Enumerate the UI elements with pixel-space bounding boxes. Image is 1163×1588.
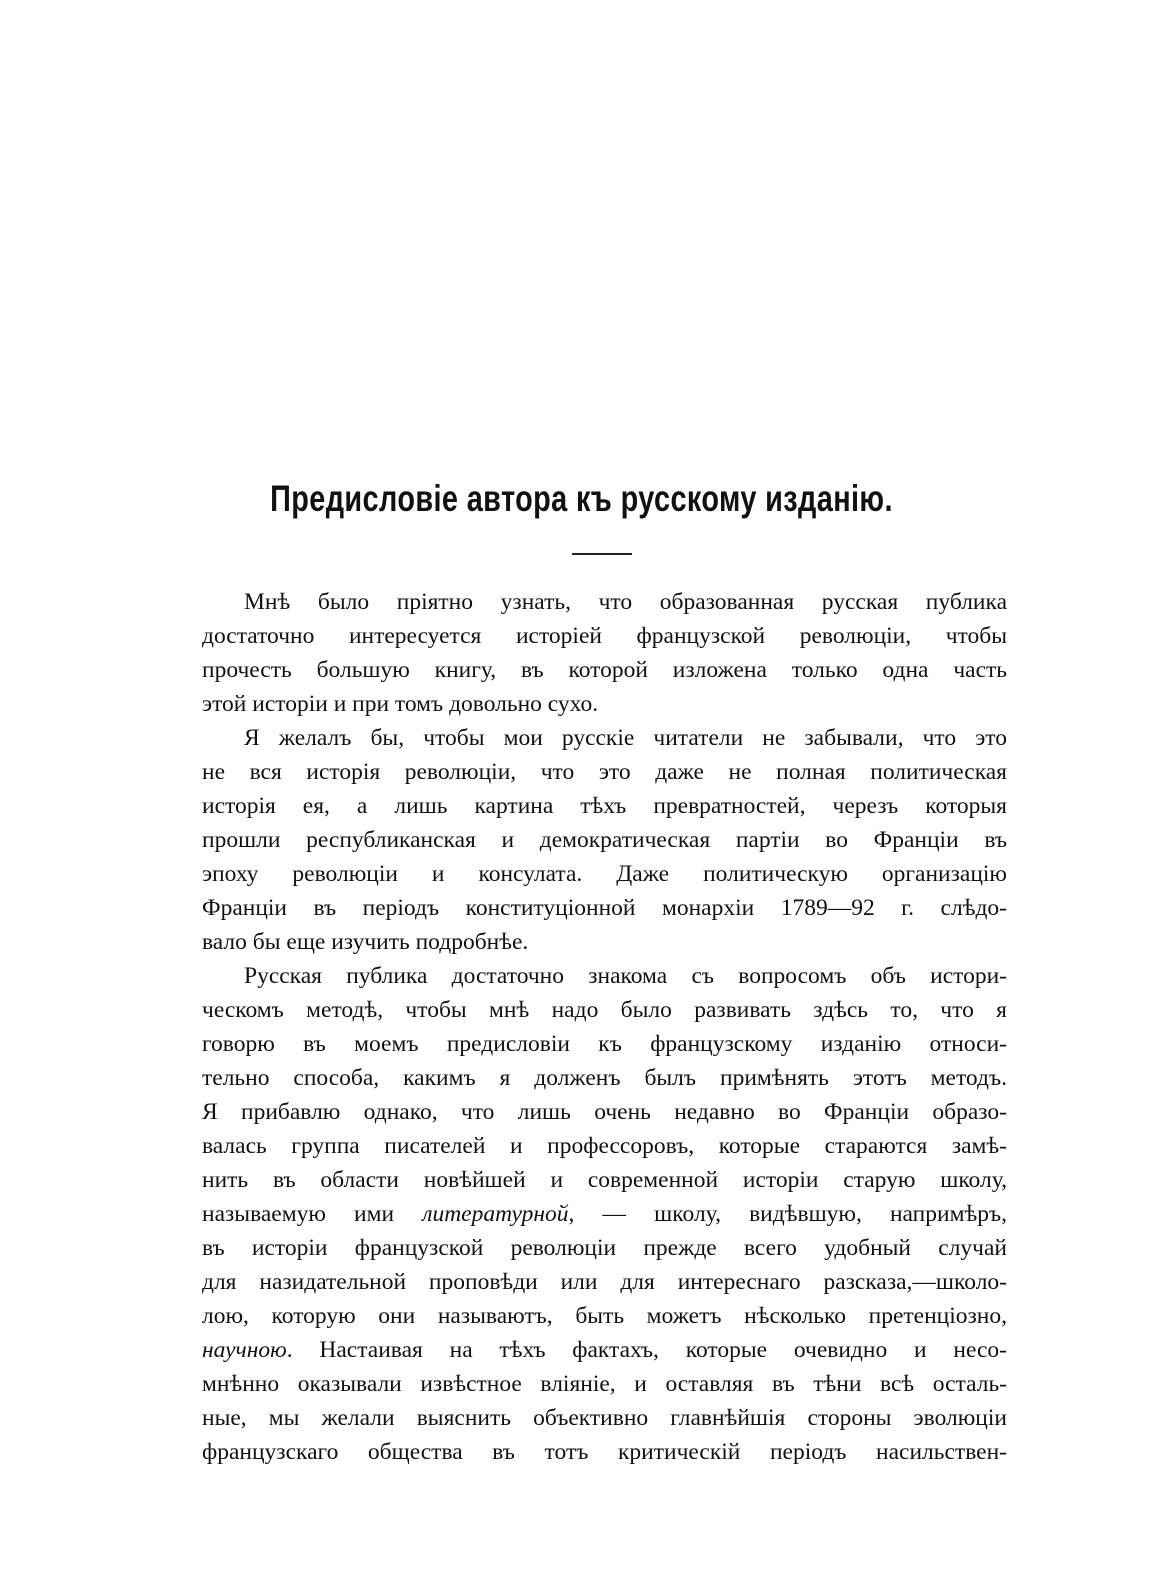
text-line: ческомъ методѣ, чтобы мнѣ надо было развивать здѣсь то, что я [202, 997, 1007, 1023]
text-segment: . Настаивая на тѣхъ фактахъ, которые очевидно и несо- [286, 1337, 1007, 1363]
title-rule [572, 553, 632, 555]
text-line: вало бы еще изучить подробнѣе. [202, 929, 529, 955]
text-line: исторія ея, а лишь картина тѣхъ превратностей, черезъ которыя [202, 793, 1007, 819]
text-line: мнѣнно оказывали извѣстное вліяніе, и оставляя въ тѣни всѣ осталь- [202, 1371, 1007, 1397]
text-line: для назидательной проповѣди или для интереснаго разсказа,—школо- [202, 1269, 1007, 1295]
text-line: эпоху революціи и консулата. Даже политическую организацію [202, 861, 1007, 887]
text-line: не вся исторія революціи, что это даже не полная политическая [202, 759, 1007, 785]
text-line: этой исторіи и при томъ довольно сухо. [202, 691, 599, 717]
text-line: Я прибавлю однако, что лишь очень недавно во Франціи образо- [202, 1099, 1007, 1125]
text-line: Мнѣ было пріятно узнать, что образованная русская публика [244, 589, 1007, 615]
body-text [202, 585, 1007, 1469]
text-line: говорю въ моемъ предисловіи къ французскому изданію относи- [202, 1031, 1007, 1057]
text-line: прошли республиканская и демократическая партіи во Франціи въ [202, 827, 1007, 853]
text-line: прочесть большую книгу, въ которой изложена только одна часть [202, 657, 1007, 683]
text-line-with-italic [202, 1197, 1007, 1231]
text-line: Русская публика достаточно знакома съ вопросомъ объ истори- [244, 963, 1007, 989]
text-line: въ исторіи французской революціи прежде всего удобный случай [202, 1235, 1007, 1261]
text-line: французскаго общества въ тотъ критическій періодъ насильствен- [202, 1439, 1007, 1465]
text-line: достаточно интересуется исторіей французской революціи, чтобы [202, 623, 1007, 649]
text-line: лою, которую они называютъ, быть можетъ нѣсколько претенціозно, [202, 1303, 1007, 1329]
page-title: Предисловіе автора къ русскому изданію. [270, 478, 893, 519]
text-line: валась группа писателей и профессоровъ, которые стараются замѣ- [202, 1133, 1007, 1159]
text-segment: называемую ими [202, 1201, 423, 1227]
text-line-with-italic [202, 1333, 1007, 1367]
italic-term: литературной [422, 1201, 569, 1227]
italic-term: научною [202, 1337, 287, 1363]
text-line: Франціи въ періодъ конституціонной монархіи 1789—92 г. слѣдо- [202, 895, 1007, 921]
text-line: тельно способа, какимъ я долженъ былъ примѣнять этотъ методъ. [202, 1065, 1007, 1091]
text-line: Я желалъ бы, чтобы мои русскіе читатели не забывали, что это [244, 725, 1007, 751]
text-segment: , — школу, видѣвшую, напримѣръ, [568, 1201, 1007, 1227]
text-line: ные, мы желали выяснить объективно главнѣйшія стороны эволюціи [202, 1405, 1007, 1431]
text-line: нить въ области новѣйшей и современной исторіи старую школу, [202, 1167, 1007, 1193]
